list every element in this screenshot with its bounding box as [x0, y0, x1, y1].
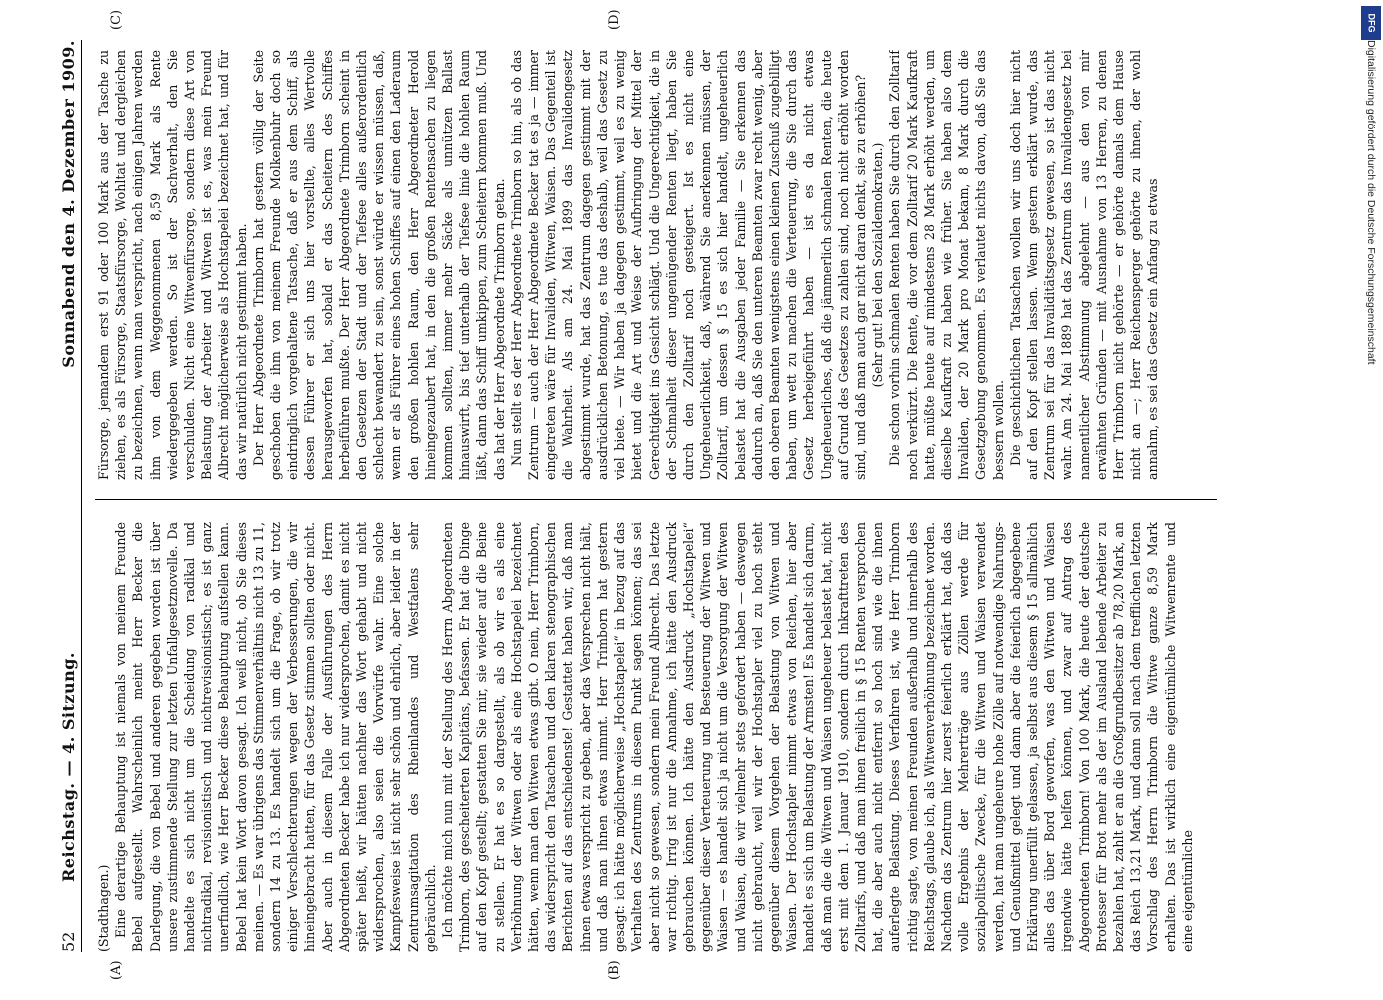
right-paragraph: Fürsorge, jemandem erst 91 oder 100 Mark aus der Tasche zu ziehen, es als Fürsorge, Staatsfürsorge, Wohltat und dergleichen zu bezeichnen, wenn man verspricht, nach einigen Jahren werden ihm von dem Weggenommenen 8,59 Mark als Rente wiedergegeben werden. So ist der Sachverhalt, den Sie verschulden. Nicht eine Witwenfürsorge, sondern diese Art von Belastung der Arbeiter und Witwen ist es, was mein Freund Albrecht möglicherweise als Hochstapelei bezeichnet hat, und für das wir natürlich nicht gestimmt haben.: [95, 50, 249, 480]
margin-marker-d: (D): [606, 9, 622, 30]
speaker-tag: (Stadthagen.): [95, 864, 111, 952]
right-paragraph: Die geschichtlichen Tatsachen wollen wir uns doch hier nicht auf den Kopf stellen lassen. Wenn gestern erklärt wurde, das Zentrum sei für das Invaliditätsgesetz gewesen, so ist das nicht wahr. Am 24. Mai 1889 hat das Zentrum das Invalidengesetz bei namentlicher Abstimmung abgelehnt — aus den von mir erwähnten Gründen — mit Ausnahme von 13 Herren, zu denen Herr Trimborn nicht gehörte — er gehörte damals dem Hause nicht an —; Herr Reichensperger gehörte zu ihnen, der wohl annahm, es sei das Gesetz ein Anfang zu etwas: [1007, 50, 1160, 480]
dfg-logo-text: DFG: [1366, 13, 1376, 33]
digitization-note-text: Digitalisierung gefördert durch die Deutsche Forschungsgemeinschaft: [1365, 40, 1377, 365]
dfg-logo: [1361, 6, 1381, 40]
column-divider: [95, 499, 1217, 500]
margin-marker-c: (C): [108, 9, 124, 30]
digitization-note: [1363, 40, 1377, 960]
page-number: 52: [58, 931, 78, 952]
left-paragraph: Eine derartige Behauptung ist niemals von meinem Freunde Bebel aufgestellt. Wahrscheinlich meint Herr Becker die Darlegung, die von Bebel und anderen gegeben worden ist über unsere zustimmende Stellung zur letzten Unfallgesetznovelle. Da handelte es sich nicht um die Scheidung von radikal und nichtradikal, revisionistisch und nichtrevisionistisch; es ist ganz unerfindlich, wie Herr Becker diese Behauptung aufstellen kann. Bebel hat kein Wort davon gesagt. Ich weiß nicht, ob Sie dieses meinen. — Es war übrigens das Stimmenverhältnis nicht 13 zu 11, sondern 14 zu 13. Es handelt sich um die Frage, ob wir trotz einiger Verschlechterungen wegen der Verbesserungen, die wir hineingebracht hatten, für das Gesetz stimmen sollten oder nicht. Aber auch in diesem Falle der Ausführungen des Herrn Abgeordneten Becker habe ich nur widersprochen, damit es nicht später heißt, wir hätten nachher das Wort gehabt und nicht widersprochen, also seien die Vorwürfe wahr. Eine solche Kampfesweise ist nicht sehr schön und ehrlich, aber leider in der Zentrumsagitation des Rheinlandes und Westfalens sehr gebräuchlich.: [112, 522, 438, 952]
left-column: [95, 522, 1217, 952]
right-paragraph: Der Herr Abgeordnete Trimborn hat gestern völlig der Seite geschoben die ihm von meinem Freunde Molkenbuhr doch so eindringlich vorgehaltene Tatsache, daß er aus dem Schiff, als dessen Führer er sich uns hier vorstellte, alles Wertvolle herausgeworfen hat, sobald er das Scheitern des Schiffes herbeiführen mußte. Der Herr Abgeordnete Trimborn scheint in den Gesetzen der Stadt und der Tiefsee alles außerordentlich schlecht bewandert zu sein, sonst würde er wissen müssen, daß, wenn er als Führer eines hohen Schiffes auf einen den Laderaum den großen hohlen Raum, den Herr Abgeordneter Herold hineingezaubert hat, in den die großen Rentensachen zu liegen kommen sollten, immer mehr Säcke als unnützen Ballast hinauswirft, bis tief unterhalb der Tiefsee linie die hohlen Raum läßt, dann das Schiff umkippen, zum Scheitern kommen muß. Und das hat der Herr Abgeordnete Trimborn getan.: [250, 50, 507, 480]
session-date: Sonnabend den 4. Dezember 1909.: [58, 40, 78, 368]
right-column: [95, 50, 1217, 480]
right-paragraph: Die schon vorhin schmalen Renten haben Sie durch den Zolltarif noch verkürzt. Die Rente, die vor dem Zolltarif 20 Mark Kaufkraft hatte, müßte heute auf mindestens 28 Mark erhöht werden, um dieselbe Kaufkraft zu haben wie früher. Sie haben also dem Invaliden, der 20 Mark pro Monat bekam, 8 Mark durch die Gesetzgebung genommen. Es verlautet nichts davon, daß Sie das bessern wollen.: [886, 50, 1006, 480]
page-header: [55, 40, 82, 952]
margin-marker-b: (B): [606, 960, 622, 980]
left-paragraph: Ich möchte mich nun mit der Stellung des Herrn Abgeordneten Trimborn, des gescheiterten Kapitäns, befassen. Er hat die Dinge auf den Kopf gestellt; gestatten Sie mir, sie wieder auf die Beine zu stellen. Er hat es so dargestellt, als ob wir es als eine Verhöhnung der Witwen oder als eine Hochstapelei bezeichnet hätten, wenn man den Witwen etwas gibt. O nein, Herr Trimborn, das widerspricht den Tatsachen und den klaren stenographischen Berichten auf das entschiedenste! Gestattet haben wir, daß man ihnen etwas verspricht zu geben, aber das Versprechen nicht hält, und daß man ihnen etwas nimmt. Herr Trimborn hat gestern gesagt: ich hätte möglicherweise „Hochstapelei“ in bezug auf das Verhalten des Zentrums in diesem Punkt sagen können; das sei aber nicht so gewesen, sondern mein Freund Albrecht. Das letzte war richtig. Irrig ist nur die Annahme, ich hätte den Ausdruck gebrauchen können. Ich hätte den Ausdruck „Hochstapelei“ gegenüber dieser Verteuerung und Besteuerung der Witwen und Waisen — es handelt sich ja nicht um die Versorgung der Witwen und Waisen, die wir vielmehr stets gefordert haben — deswegen nicht gebraucht, weil wir der Hochstapler viel zu hoch steht gegenüber diesem Vorgehen der Belastung von Witwen und Waisen. Der Hochstapler nimmt etwas von Reichen, hier aber handelt es sich um Belastung der Armsten! Es handelt sich darum, daß man die die Witwen und Waisen ungeheuer belastet hat, nicht erst mit dem 1. Januar 1910, sondern durch Inkrafttreten des Zolltarifs, und daß man ihnen freilich in § 15 Renten versprochen hat, die aber auch nicht entfernt so hoch sind wie die ihnen auferlegte Belastung. Dieses Verfahren ist, wie Herr Trimborn richtig sagte, von meinen Freunden außerhalb und innerhalb des Reichstags, glaube ich, als Witwenverhöhnung bezeichnet worden. Nachdem das Zentrum hier zuerst feierlich erklärt hat, daß das volle Ergebnis der Mehrerträge aus Zöllen werde für sozialpolitische Zwecke, für die Witwen und Waisen verwendet werden, hat man ungeheure hohe Zölle auf notwendige Nahrungs- und Genußmittel gelegt und dann aber die feierlich abgegebene Erklärung unerfüllt gelassen, ja selbst aus diesem § 15 allmählich alles das über Bord geworfen, was den Witwen und Waisen irgendwie hätte helfen können, und zwar auf Antrag des Abgeordneten Trimborn! Von 100 Mark, die heute der deutsche Brotesser für Brot mehr als der im Ausland lebende Arbeiter zu bezahlen hat, zahlt er an die Großgrundbesitzer ab 78,20 Mark, an das Reich 13,21 Mark, und dann soll nach dem trefflichen letzten Vorschlag des Herrn Trimborn die Witwe ganze 8,59 Mark erhalten. Das ist wirklich eine eigentümliche Witwenrente und eine eigentümliche: [439, 522, 1195, 952]
right-paragraph: Nun stellt es der Herr Abgeordnete Trimborn so hin, als ob das Zentrum — auch der Herr Abgeordnete Becker tat es ja — immer eingetreten wäre für Invaliden, Witwen, Waisen. Das Gegenteil ist die Wahrheit. Als am 24. Mai 1899 das Invalidengesetz abgestimmt wurde, hat das Zentrum dagegen gestimmt mit der ausdrücklichen Betonung, es tue das deshalb, weil das Gesetz zu viel biete. — Wir haben ja dagegen gestimmt, weil es zu wenig bietet und die Art und Weise der Aufbringung der Mittel der Gerechtigkeit ins Gesicht schlägt. Und die Ungerechtigkeit, die in der Schmalheit dieser ungenügender Renten liegt, haben Sie durch den Zolltarif noch gesteigert. Ist es nicht eine Ungeheuerlichkeit, daß, während Sie anerkennen müssen, der Zolltarif, um dessen § 15 es sich hier handelt, ungeheuerlich belastet hat die Ausgaben jeder Familie — Sie erkennen das dadurch an, daß Sie den unteren Beamten zwar recht wenig, aber den oberen Beamten wenigstens einen kleinen Zuschuß zugebilligt haben, um wett zu machen die Verteuerung, die Sie durch das Gesetz herbeigeführt haben — ist es da nicht etwas Ungeheuerliches, daß die jämmerlich schmalen Renten, die heute auf Grund des Gesetzes zu zahlen sind, noch nicht erhöht worden sind, und daß man auch gar nicht daran denkt, sie zu erhöhen?: [508, 50, 868, 480]
scanned-page: [17, 0, 1257, 1000]
margin-marker-a: (A): [108, 960, 124, 980]
session-title: Reichstag. — 4. Sitzung.: [58, 652, 78, 882]
interjection: (Sehr gut! bei den Sozialdemokraten.): [869, 142, 885, 388]
